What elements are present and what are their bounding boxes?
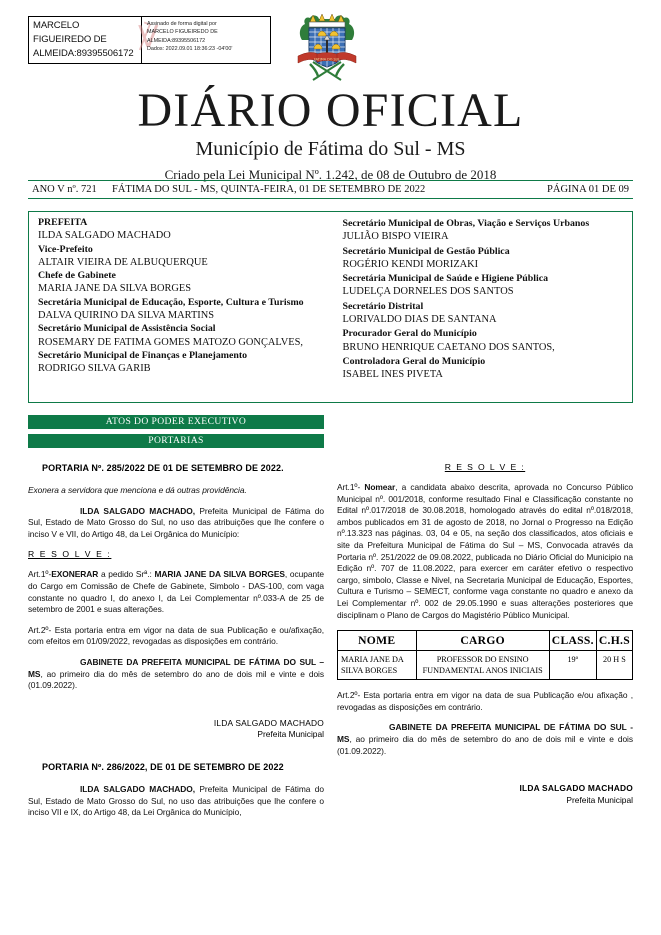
portaria-286-title: PORTARIA Nº. 286/2022, DE 01 DE SETEMBRO DE 2022 <box>42 761 284 772</box>
officials-column-left <box>29 216 331 402</box>
column-spacer <box>28 741 324 761</box>
art1-verb-right: Nomear <box>364 482 396 492</box>
coat-of-arms-icon <box>296 10 358 82</box>
svg-text:FATIMA DO SUL: FATIMA DO SUL <box>314 57 340 62</box>
cell-chs: 20 H S <box>596 651 632 680</box>
official-person: LORIVALDO DIAS DE SANTANA <box>342 314 497 326</box>
preamble-body: Prefeita Municipal de Fátima do Sul, Estado de Mato Grosso do Sul, no uso das atribuições que lhe confere o inciso V e VII, do Artigo 48, da Lei Orgânica do Município: <box>28 505 324 539</box>
official-role: Vice-Prefeito <box>38 243 93 255</box>
official-person: ALTAIR VIEIRA DE ALBUQUERQUE <box>38 256 208 268</box>
signature-subject-name: MARCELO FIGUEIREDO DE ALMEIDA:89395506172 <box>33 20 134 59</box>
ementa-text: Exonera a servidora que menciona e dá outras providência. <box>28 485 247 495</box>
official-person: ISABEL INES PIVETA <box>342 369 443 381</box>
portaria-285-art1 <box>28 569 324 615</box>
signature-meta-line-3: ALMEIDA:89395506172 <box>147 37 206 44</box>
signature-meta-line-1: Assinado de forma digital por <box>147 21 217 27</box>
table-header-chs: C.H.S <box>596 631 632 651</box>
column-left <box>28 462 324 828</box>
page-title: DIÁRIO OFICIAL <box>137 84 524 137</box>
signature-name: ILDA SALGADO MACHADO <box>213 717 324 728</box>
official-role: Secretário Municipal de Finanças e Planejamento <box>38 350 248 362</box>
art1-rest: , ocupante do Cargo em Comissão de Chefe de Gabinete, Simbolo - DAS-100, com vaga constante no quadro I, do anexo I, da Lei Complementar nº.033-A de 25 de setembro de 2001 e suas alterações. <box>28 569 324 615</box>
preamble2-body: Prefeita Municipal de Fátima do Sul, Estado de Mato Grosso do Sul, no uso das atribuições que lhe confere o inciso VII e IX, do Artigo 48, da Lei Orgânica do Município, <box>28 783 324 818</box>
official-role: Secretária Municipal de Educação, Esporte, Cultura e Turismo <box>38 296 304 308</box>
gabinete-rest: , ao primeiro dia do mês de setembro do ano de dois mil e vinte e dois (01.09.2022). <box>28 668 324 691</box>
art1-label-right: Art.1º- <box>337 482 365 492</box>
officials-box <box>28 211 633 403</box>
portaria-285-ementa <box>28 485 324 497</box>
official-role: Secretário Municipal de Obras, Viação e Serviços Urbanos <box>342 218 590 229</box>
issue-place-date: FÁTIMA DO SUL - MS, QUINTA-FEIRA, 01 DE SETEMBRO DE 2022 <box>112 184 426 195</box>
cell-cargo: PROFESSOR DO ENSINO FUNDAMENTAL ANOS INICIAIS <box>416 651 549 680</box>
official-role: Secretária Municipal de Saúde e Higiene Pública <box>342 273 549 285</box>
official-person: MARIA JANE DA SILVA BORGES <box>38 283 192 295</box>
portaria-286-preamble <box>28 784 324 819</box>
signature-swirl-icon: ℣ <box>138 21 159 54</box>
official-person: RODRIGO SILVA GARIB <box>38 363 151 375</box>
table-header-nome: NOME <box>338 631 417 651</box>
signature-role: Prefeita Municipal <box>566 794 633 805</box>
official-person: ILDA SALGADO MACHADO <box>38 230 171 242</box>
nomeacao-table <box>337 630 633 680</box>
portaria-285-signature <box>28 718 324 741</box>
official-person: BRUNO HENRIQUE CAETANO DOS SANTOS, <box>342 341 555 353</box>
cell-class: 19º <box>549 651 596 680</box>
resolve-heading-left: R E S O L V E : <box>28 549 112 560</box>
cell-nome: MARIA JANE DA SILVA BORGES <box>338 651 417 680</box>
preamble-mayor-name: ILDA SALGADO MACHADO, <box>80 505 195 516</box>
official-role: Chefe de Gabinete <box>38 270 116 282</box>
official-role: Secretário Municipal de Assistência Social <box>38 323 216 335</box>
officials-column-right <box>331 216 633 402</box>
section-banner-portarias: PORTARIAS <box>28 434 324 448</box>
art1-verb: EXONERAR <box>51 569 99 580</box>
portaria-286-art1 <box>337 482 633 621</box>
portaria-285-gabinete <box>28 657 324 692</box>
masthead-law-line: Criado pela Lei Municipal Nº. 1.242, de 08 de Outubro de 2018 <box>164 167 497 182</box>
gabinete-rest-right: , ao primeiro dia do mês de setembro do ano de dois mil e vinte e dois (01.09.2022). <box>337 733 633 756</box>
digital-signature-box <box>28 16 271 64</box>
signature-meta-line-4: Dados: 2022.09.01 18:36:23 -04'00' <box>147 46 233 53</box>
table-row <box>338 651 633 680</box>
portaria-285-preamble <box>28 506 324 541</box>
gabinete-bold-right: GABINETE DA PREFEITA MUNICIPAL DE FÁTIMA DO SUL - MS <box>337 722 633 744</box>
table-header-class: CLASS. <box>549 631 596 651</box>
official-person: ROGÉRIO KENDI MORIZAKI <box>342 258 479 270</box>
portaria-286-gabinete <box>337 722 633 757</box>
official-role: Secretário Municipal de Gestão Pública <box>342 245 510 257</box>
portaria-285-art2: Art.2º- Esta portaria entra em vigor na data de sua Publicação e ou/afixação, com efeitos em 01/09/2022, revogadas as disposições em contrário. <box>28 624 324 647</box>
column-right <box>337 462 633 828</box>
signature-role: Prefeita Municipal <box>257 729 324 740</box>
art1-person: MARIA JANE DA SILVA BORGES <box>154 569 285 580</box>
body-columns <box>28 462 633 828</box>
official-person: LUDELÇA DORNELES DOS SANTOS <box>342 286 514 298</box>
official-role: Procurador Geral do Município <box>342 328 477 340</box>
official-role: Secretário Distrital <box>342 300 424 312</box>
art1-rest-right: , a candidata abaixo descrita, aprovada no Concurso Público Municipal nº. 001/2018, conforme resultado Final e Classificação constante no Edital nº.017/2018 de 30.08.2018, homologado através do edital nº.018/2018, ambos publicados em 31 de agosto de 2018, no Jornal o Progresso na Edição nº.13.323 nas páginas. 03, 04 e 05, na seção dos classificados, atos oficiais e site da Prefeitura Municipal de Fátima do Sul – MS, Convocada através da Portaria nº. 251/2022 de 09.08.2022, publicada no Diário Oficial do Municipio na Edição nº. 707 de 11.08.2022, para exercer em caráter efetivo o respectivo cargo, simbolo, Classe e Nivel, na Secretaria Municipal de Educação, Esportes, Cultura e Turismo – SEMECT, conforme vaga constante no quadro e anexo da Lei Complementar nº. 002 de 29.05.1990 e suas alterações posteriores que disciplinam o Plano de Cargos do Magistério Público Municipal. <box>337 482 633 620</box>
art1-mid: a pedido Srª.: <box>98 569 155 580</box>
portaria-286-art2: Art.2º- Esta portaria entra em vigor na data de sua Publicação e/ou afixação , revogadas as disposições em contrário. <box>337 690 633 712</box>
gabinete-bold: GABINETE DA PREFEITA MUNICIPAL DE FÁTIMA DO SUL – MS <box>28 656 324 679</box>
resolve-heading-right: R E S O L V E : <box>444 462 526 472</box>
official-role: Controladora Geral do Município <box>342 356 486 368</box>
issue-bar <box>28 180 633 199</box>
official-role: PREFEITA <box>38 217 88 228</box>
official-person: ROSEMARY DE FATIMA GOMES MATOZO GONÇALVES, <box>38 336 303 348</box>
table-header-row <box>338 631 633 651</box>
portaria-286-signature <box>337 783 633 806</box>
official-person: DALVA QUIRINO DA SILVA MARTINS <box>38 310 215 322</box>
signature-metadata <box>138 17 270 63</box>
issue-year-number: ANO V nº. 721 <box>32 184 97 195</box>
signature-meta-line-2: MARCELO FIGUEIREDO DE <box>147 29 218 36</box>
preamble2-mayor-name: ILDA SALGADO MACHADO, <box>80 783 195 794</box>
signature-name: ILDA SALGADO MACHADO <box>519 783 633 794</box>
masthead-subtitle: Município de Fátima do Sul - MS <box>195 138 466 160</box>
table-header-cargo: CARGO <box>416 631 549 651</box>
section-banner-executive: ATOS DO PODER EXECUTIVO <box>28 415 324 429</box>
issue-page-number: PÁGINA 01 DE 09 <box>547 184 629 195</box>
official-person: JULIÃO BISPO VIEIRA <box>342 231 449 243</box>
portaria-285-title: PORTARIA Nº. 285/2022 DE 01 DE SETEMBRO DE 2022. <box>42 463 284 473</box>
art1-label: Art.1º- <box>28 569 52 580</box>
masthead <box>0 86 661 183</box>
